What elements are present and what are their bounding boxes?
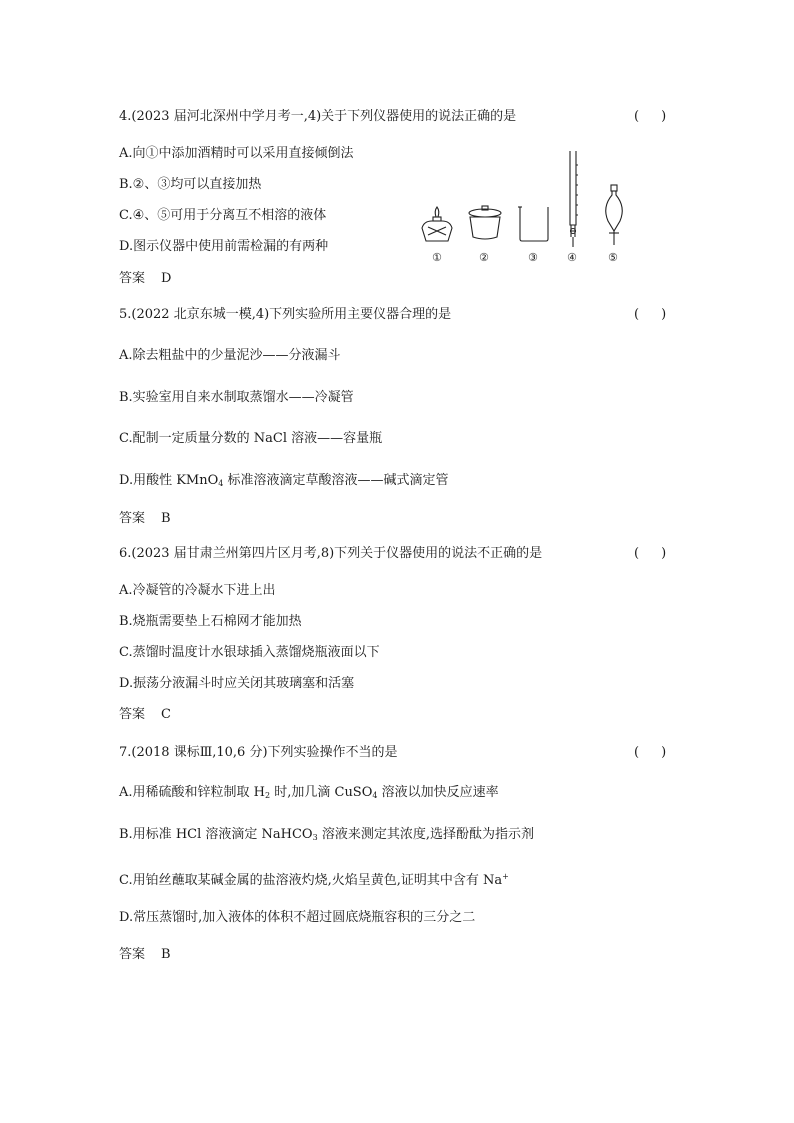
q6-answer (119, 706, 171, 724)
q6-option-c: C.蒸馏时温度计水银球插入蒸馏烧瓶液面以下 (119, 645, 380, 660)
answer-value: D (161, 271, 172, 286)
q5-answer (119, 510, 171, 528)
q6-answer-bracket: ( ) (634, 546, 667, 561)
answer-label: 答案 (119, 947, 146, 962)
figure-label-4: ④ (567, 251, 577, 264)
q4-answer-bracket: ( ) (634, 109, 667, 124)
q6-stem: 6.(2023 届甘肃兰州第四片区月考,8)下列关于仪器使用的说法不正确的是 (119, 546, 543, 561)
answer-value: B (161, 947, 171, 962)
answer-label: 答案 (119, 511, 146, 526)
q7-answer-bracket: ( ) (634, 745, 667, 760)
answer-value: C (161, 707, 171, 722)
figure-label-5: ⑤ (608, 251, 618, 264)
q7-answer (119, 946, 171, 964)
q7-option-c: C.用铂丝蘸取某碱金属的盐溶液灼烧,火焰呈黄色,证明其中含有 Na+ (119, 872, 509, 888)
q7-option-d: D.常压蒸馏时,加入液体的体积不超过圆底烧瓶容积的三分之二 (119, 910, 476, 925)
figure-label-2: ② (479, 251, 489, 264)
q4-stem: 4.(2023 届河北深州中学月考一,4)关于下列仪器使用的说法正确的是 (119, 109, 517, 124)
q4-answer (119, 270, 171, 288)
answer-label: 答案 (119, 707, 146, 722)
answer-label: 答案 (119, 271, 146, 286)
q7-option-b: B.用标准 HCl 溶液滴定 NaHCO$_3$ 溶液来测定其浓度,选择酚酞为指示剂 (119, 827, 534, 842)
q4-option-c: C.④、⑤可用于分离互不相溶的液体 (119, 208, 327, 223)
q6-option-d: D.振荡分液漏斗时应关闭其玻璃塞和活塞 (119, 676, 355, 691)
figure-label-1: ① (432, 251, 442, 264)
beaker-icon (518, 207, 548, 241)
crucible-icon (469, 206, 501, 239)
q5-option-d: D.用酸性 KMnO$_4$ 标准溶液滴定草酸溶液——碱式滴定管 (119, 473, 449, 488)
q7-option-a: A.用稀硫酸和锌粒制取 $H_2$ 时,加几滴 CuSO$_4$ 溶液以加快反应速率 (119, 785, 499, 800)
q6-option-a: A.冷凝管的冷凝水下进上出 (119, 583, 276, 598)
q6-option-b: B.烧瓶需要垫上石棉网才能加热 (119, 614, 302, 629)
q5-option-a: A.除去粗盐中的少量泥沙——分液漏斗 (119, 348, 341, 363)
q5-option-b: B.实验室用自来水制取蒸馏水——冷凝管 (119, 390, 354, 405)
figure-label-3: ③ (528, 251, 538, 264)
q4-option-b: B.②、③均可以直接加热 (119, 177, 262, 192)
apparatus-figure (418, 145, 648, 265)
q5-option-c: C.配制一定质量分数的 NaCl 溶液——容量瓶 (119, 431, 383, 446)
q5-stem: 5.(2022 北京东城一模,4)下列实验所用主要仪器合理的是 (119, 307, 452, 322)
burette-icon (570, 151, 578, 247)
q4-option-d: D.图示仪器中使用前需检漏的有两种 (119, 239, 329, 254)
q5-answer-bracket: ( ) (634, 307, 667, 322)
q7-stem: 7.(2018 课标Ⅲ,10,6 分)下列实验操作不当的是 (119, 745, 398, 760)
alcohol-lamp-icon (422, 207, 452, 241)
separatory-funnel-icon (606, 185, 623, 245)
answer-value: B (161, 511, 171, 526)
q4-option-a: A.向①中添加酒精时可以采用直接倾倒法 (119, 146, 354, 161)
